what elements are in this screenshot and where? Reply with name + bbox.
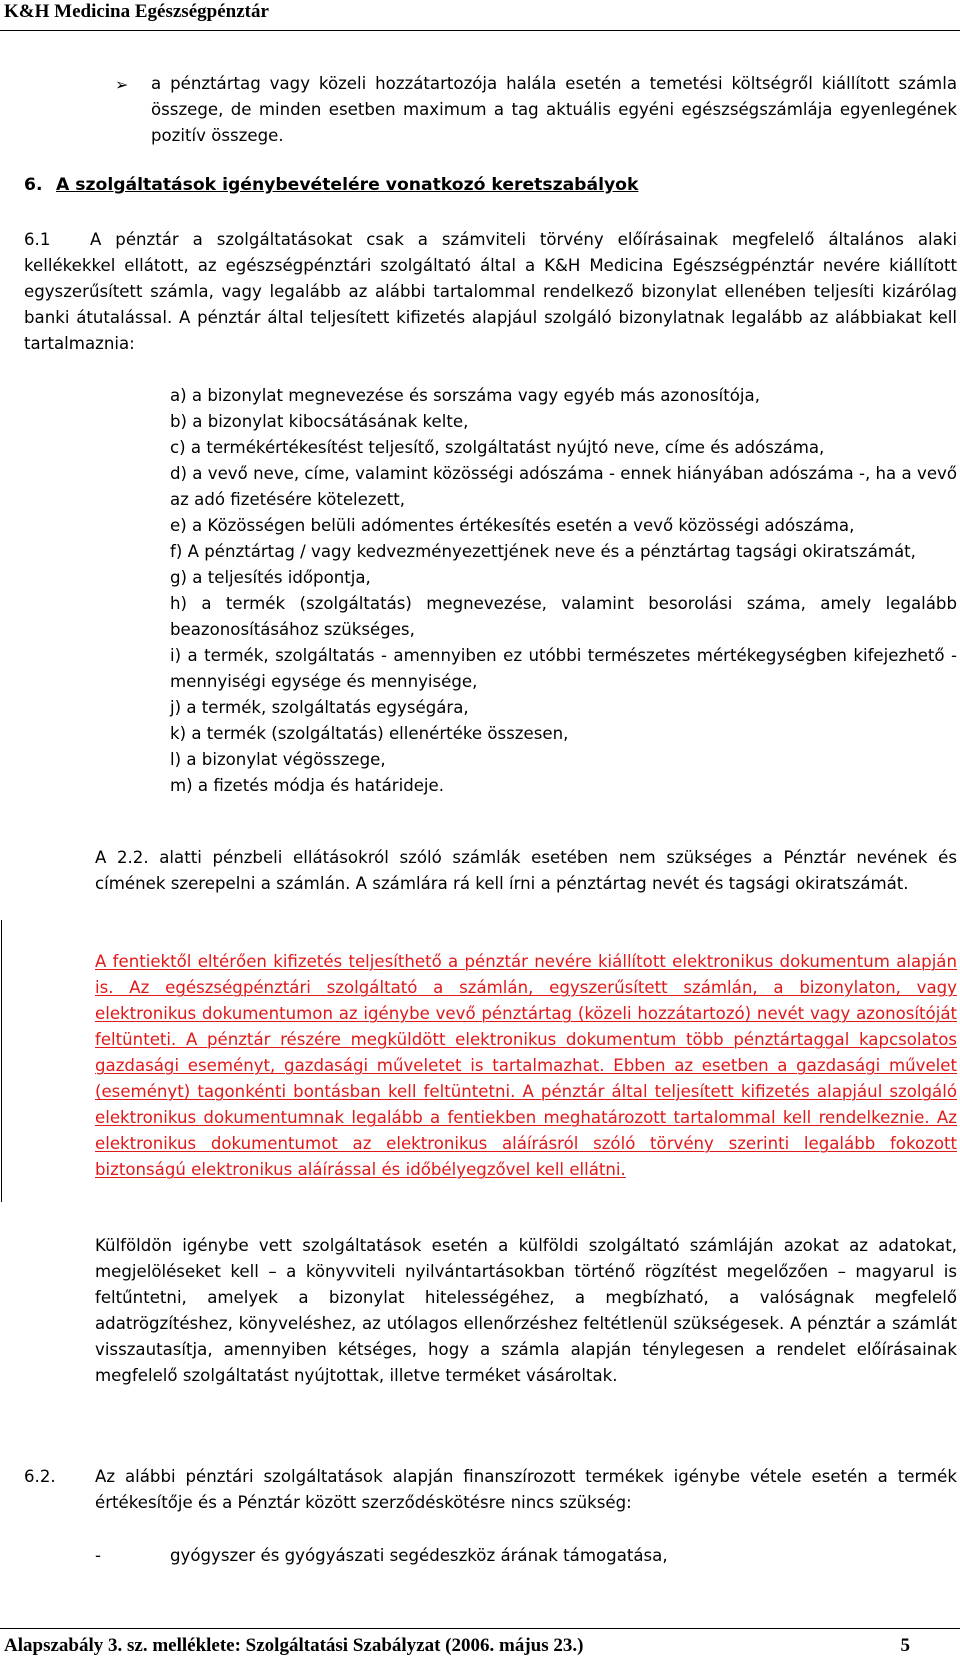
bullet-paragraph: a pénztártag vagy közeli hozzátartozója halála esetén a temetési költségről kiállított számla összege, de minden esetben maximum a tag aktuális egyéni egészségszámlája egyenlegének pozitív összege. (151, 74, 957, 145)
foreign-services-paragraph: Külföldön igénybe vett szolgáltatások esetén a külföldi szolgáltató számláján azokat az adatokat, megjelöléseket kell – a könyvviteli nyilvántartásokban történő rögzítést megelőzően – magyarul is feltűntetni, amelyek a bizonylat hitelességéhez, a megbízható, a valóságnak megfelelő adatrögzítéshez, könyveléshez, az utólagos ellenőrzéshez feltétlenül szükségesek. A pénztár a számlát visszautasítja, amennyiben kétséges, hogy a számla alapján ténylegesen a rendelet előírásainak megfelelő szolgáltatást nyújtottak, illetve terméket vásároltak. (95, 1236, 957, 1385)
list-item: g) a teljesítés időpontja, (170, 568, 371, 587)
revision-change-bar (1, 920, 2, 1202)
list-item: e) a Közösségen belüli adómentes értékesítés esetén a vevő közösségi adószáma, (170, 516, 855, 535)
list-item: b) a bizonylat kibocsátásának kelte, (170, 412, 469, 431)
list-item: f) A pénztártag / vagy kedvezményezettjének neve és a pénztártag tagsági okiratszámát, (170, 542, 916, 561)
list-item: k) a termék (szolgáltatás) ellenértéke összesen, (170, 724, 569, 743)
list-item: i) a termék, szolgáltatás - amennyiben ez utóbbi természetes mértékegységben kifejezhető - mennyiségi egysége és mennyisége, (170, 646, 957, 691)
list-item: d) a vevő neve, címe, valamint közösségi adószáma - ennek hiányában adószáma -, ha a vevő az adó fizetésére kötelezett, (170, 464, 957, 509)
amended-red-paragraph: A fentiektől eltérően kifizetés teljesíthető a pénztár nevére kiállított elektronikus dokumentum alapján is. Az egészségpénztári szolgáltató a számlán, egyszerűsített számlán, a bizonylaton, vagy elektronikus dokumentumon az igénybe vevő pénztártag (közeli hozzátartozó) nevét vagy azonosítóját feltünteti. A pénztár részére megküldött elektronikus dokumentum több pénztártaggal kapcsolatos gazdasági eseményt, gazdasági műveletet is tartalmazhat. Ebben az esetben a gazdasági művelet (eseményt) tagonkénti bontásban kell feltüntetni. A pénztár által teljesített kifizetés alapjául szolgáló elektronikus dokumentumnak legalább a fentiekben meghatározott tartalommal kell rendelkeznie. Az elektronikus dokumentumot az elektronikus aláírásról szóló törvény szerinti legalább fokozott biztonságú elektronikus aláírással és időbélyegzővel kell ellátni. (95, 952, 957, 1179)
list-item: c) a termékértékesítést teljesítő, szolgáltatást nyújtó neve, címe és adószáma, (170, 438, 825, 457)
paragraph-number: 6.2. (24, 1467, 56, 1486)
footer-divider (0, 1628, 960, 1629)
list-item: h) a termék (szolgáltatás) megnevezése, valamint besorolási száma, amely legalább beazonosításához szükséges, (170, 594, 957, 639)
list-item: j) a termék, szolgáltatás egységára, (170, 698, 469, 717)
paragraph-number: 6.1 (24, 230, 51, 249)
dash-list-item: gyógyszer és gyógyászati segédeszköz árának támogatása, (170, 1546, 668, 1565)
list-item: l) a bizonylat végösszege, (170, 750, 386, 769)
header-title: K&H Medicina Egészségpénztár (4, 1, 269, 22)
footer-text: Alapszabály 3. sz. melléklete: Szolgáltatási Szabályzat (2006. május 23.) (4, 1635, 584, 1656)
section-heading (24, 172, 638, 198)
section-number: 6. (24, 175, 43, 195)
page-number: 5 (900, 1635, 910, 1656)
arrow-bullet-icon: ➢ (115, 75, 129, 94)
section-title: A szolgáltatások igénybevételére vonatkozó keretszabályok (56, 175, 639, 195)
list-item: m) a fizetés módja és határideje. (170, 776, 445, 795)
requirements-list (170, 383, 957, 799)
page-header (0, 0, 960, 31)
paragraph-2-2-note: A 2.2. alatti pénzbeli ellátásokról szóló számlák esetében nem szükséges a Pénztár nevének és címének szerepelni a számlán. A számlára rá kell írni a pénztártag nevét és tagsági okiratszámát. (95, 848, 957, 893)
dash-bullet: - (95, 1546, 101, 1565)
list-item: a) a bizonylat megnevezése és sorszáma vagy egyéb más azonosítója, (170, 386, 760, 405)
paragraph-6-1 (24, 227, 957, 357)
paragraph-6-2: Az alábbi pénztári szolgáltatások alapján finanszírozott termékek igénybe vétele esetén a termék értékesítője és a Pénztár között szerződéskötésre nincs szükség: (95, 1467, 957, 1512)
paragraph-text: A pénztár a szolgáltatásokat csak a számviteli törvény előírásainak megfelelő általános alaki kellékekkel ellátott, az egészségpénztári szolgáltató által a K&H Medicina Egészségpénztár nevére kiállított egyszerűsített számla, vagy legalább az alábbi tartalommal rendelkező bizonylat ellenében teljesíti kizárólag banki átutalással. A pénztár által teljesített kifizetés alapjául szolgáló bizonylatnak legalább az alábbiakat kell tartalmaznia: (24, 230, 957, 353)
